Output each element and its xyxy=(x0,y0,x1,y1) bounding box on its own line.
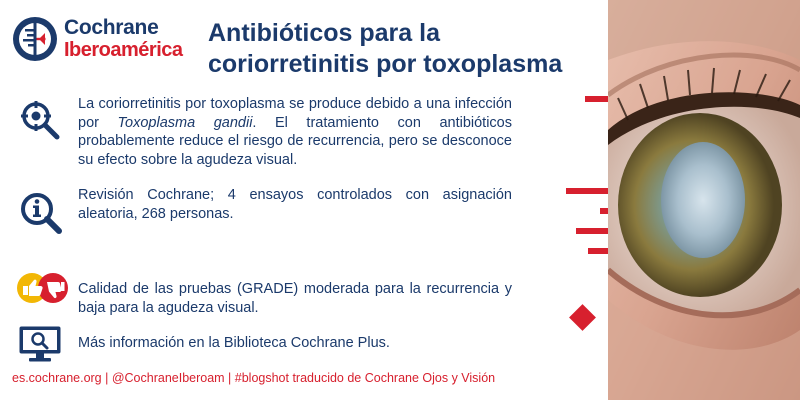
cochrane-logo-icon xyxy=(12,16,58,62)
logo-text-cochrane: Cochrane xyxy=(64,16,159,39)
thumbs-rating-icon xyxy=(16,272,70,304)
cochrane-logo xyxy=(12,14,202,64)
monitor-search-icon xyxy=(18,325,62,363)
red-diamond xyxy=(569,304,596,331)
red-bar xyxy=(576,228,608,234)
red-bar xyxy=(588,248,608,254)
eye-photo xyxy=(608,0,800,400)
footer-text: es.cochrane.org | @CochraneIberoam | #blogshot traducido de Cochrane Ojos y Visión xyxy=(12,371,496,385)
grade-text: Calidad de las pruebas (GRADE) moderada para la recurrencia y baja para la agudeza visual. xyxy=(78,281,512,316)
summary-text-part: La coriorretinitis por toxoplasma se produce debido a una infección por xyxy=(78,96,512,131)
summary-text-part: . El tratamiento con antibióticos probablemente reduce el riesgo de recurrencia, pero se desconoce su efecto sobre la agudeza visual. xyxy=(78,114,512,168)
target-magnifier-icon xyxy=(20,100,60,140)
red-bar xyxy=(600,208,608,214)
page-title: Antibióticos para la coriorretinitis por toxoplasma xyxy=(208,19,563,78)
logo-text-iberoamerica: Iberoamérica xyxy=(64,39,183,61)
summary-text xyxy=(78,95,512,169)
info-magnifier-icon xyxy=(20,192,62,234)
more-info-text: Más información en la Biblioteca Cochrane Plus. xyxy=(78,335,390,351)
review-text: Revisión Cochrane; 4 ensayos controlados con asignación aleatoria, 268 personas. xyxy=(78,187,512,222)
red-bar xyxy=(566,188,608,194)
red-bar xyxy=(585,96,608,102)
organism-name: Toxoplasma gandii xyxy=(117,114,253,131)
